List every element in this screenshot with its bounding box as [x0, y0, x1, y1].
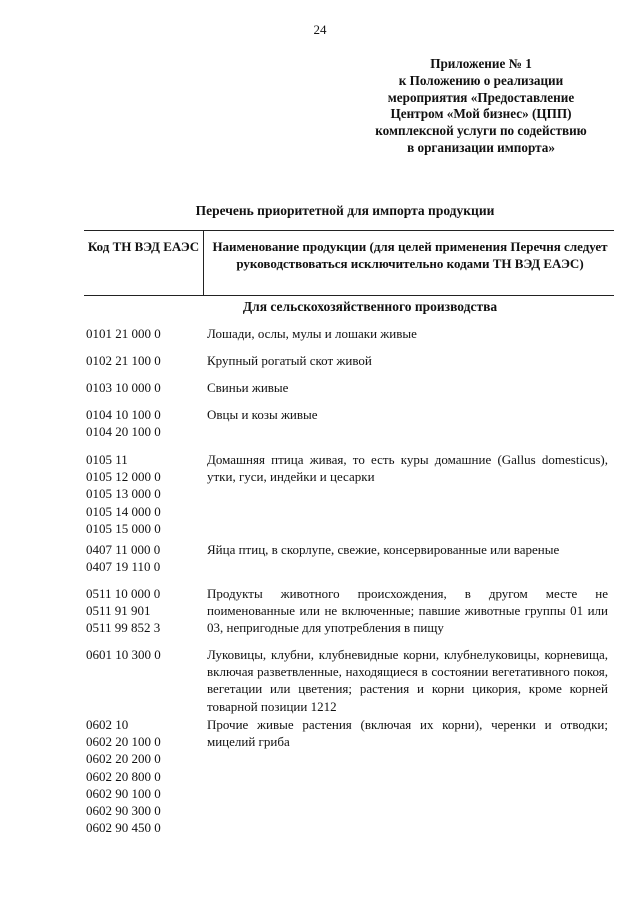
hs-code: 0602 10 — [86, 717, 129, 732]
hs-code: 0602 90 450 0 — [86, 820, 161, 836]
hs-code: 0601 10 300 0 — [86, 647, 161, 662]
row-codes — [86, 716, 198, 836]
product-name: Свиньи живые — [207, 380, 289, 395]
product-name: Прочие живые растения (включая их корни), черенки и отводки; мицелий гриба — [207, 717, 608, 750]
hs-code: 0105 13 000 0 — [86, 486, 161, 502]
section-heading: Для сельскохозяйственного производства — [242, 299, 498, 314]
appendix-line: к Положению о реализации — [398, 72, 564, 88]
list-title: Перечень приоритетной для импорта продукции — [195, 203, 495, 218]
row-codes — [86, 646, 198, 663]
table-header — [84, 230, 614, 296]
appendix-line: в организации импорта» — [407, 139, 555, 155]
hs-code: 0511 99 852 3 — [86, 620, 161, 636]
table-header-column-divider — [203, 230, 204, 296]
row-codes — [86, 379, 198, 396]
hs-code: 0102 21 100 0 — [86, 353, 161, 368]
hs-code: 0104 10 100 0 — [86, 407, 161, 422]
hs-code: 0407 19 110 0 — [86, 559, 161, 575]
hs-code: 0602 20 800 0 — [86, 768, 161, 784]
product-name: Овцы и козы живые — [207, 407, 318, 422]
hs-code: 0602 20 200 0 — [86, 751, 161, 767]
appendix-line: комплексной услуги по содействию — [375, 123, 587, 139]
hs-code: 0105 12 000 0 — [86, 469, 161, 485]
hs-code: 0103 10 000 0 — [86, 380, 161, 395]
hs-code: 0511 91 901 — [86, 603, 151, 619]
product-name: Яйца птиц, в скорлупе, свежие, консервированные или вареные — [207, 542, 560, 557]
row-codes — [86, 406, 198, 440]
hs-code: 0602 90 100 0 — [86, 785, 161, 801]
hs-code: 0104 20 100 0 — [86, 424, 161, 440]
product-name: Крупный рогатый скот живой — [207, 353, 372, 368]
hs-code: 0105 15 000 0 — [86, 520, 161, 536]
table-header-bottom-rule — [84, 295, 614, 296]
hs-code: 0105 14 000 0 — [86, 503, 161, 519]
row-codes — [86, 325, 198, 342]
appendix-line: Приложение № 1 — [430, 56, 532, 71]
row-codes — [86, 352, 198, 369]
hs-code: 0602 20 100 0 — [86, 734, 161, 750]
row-codes — [86, 451, 198, 537]
appendix-header — [356, 56, 606, 157]
appendix-line: мероприятия «Предоставление — [387, 89, 575, 105]
column-header-code: Код ТН ВЭД ЕАЭС — [87, 239, 200, 254]
hs-code: 0602 90 300 0 — [86, 802, 161, 818]
row-codes — [86, 585, 198, 637]
appendix-line: Центром «Мой бизнес» (ЦПП) — [390, 106, 572, 122]
hs-code: 0407 11 000 0 — [86, 542, 161, 557]
row-codes — [86, 541, 198, 575]
product-name: Продукты животного происхождения, в другом месте не поименованные или не включенные; павшие животные группы 01 или 03, непригодные для употребления в пищу — [207, 586, 608, 636]
hs-code: 0511 10 000 0 — [86, 586, 161, 601]
product-name: Домашняя птица живая, то есть куры домашние (Gallus domesticus), утки, гуси, индейки и цесарки — [207, 452, 608, 485]
product-name: Луковицы, клубни, клубневидные корни, клубнелуковицы, корневища, включая разветвленные, находящиеся в состоянии вегетативного покоя, вегетации или цветения; растения и корни цикория, кроме корней товарной позиции 1212 — [207, 647, 608, 714]
page-number: 24 — [313, 22, 327, 37]
product-name: Лошади, ослы, мулы и лошаки живые — [207, 326, 417, 341]
hs-code: 0105 11 — [86, 452, 128, 467]
column-header-name: Наименование продукции (для целей применения Перечня следует руководствоваться исключительно кодами ТН ВЭД ЕАЭС) — [212, 239, 608, 271]
table-header-top-rule — [84, 230, 614, 231]
hs-code: 0101 21 000 0 — [86, 326, 161, 341]
